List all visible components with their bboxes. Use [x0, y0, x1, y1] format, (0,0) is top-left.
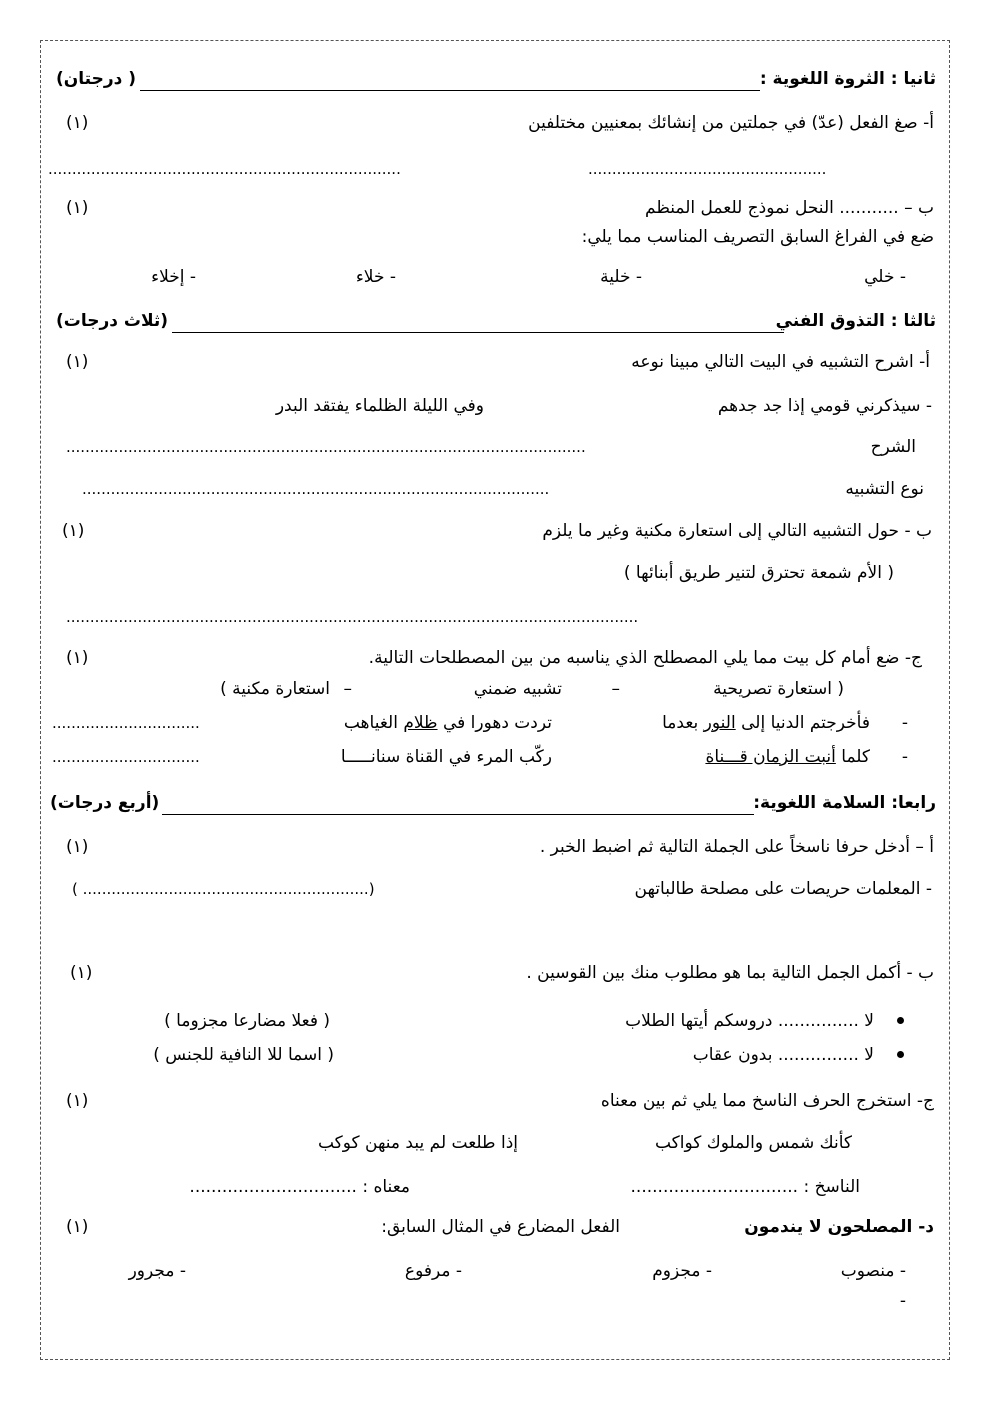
grammar-b-hint-2: ( اسما للا النافية للجنس ): [153, 1045, 334, 1065]
grammar-c-nasikh-answer[interactable]: الناسخ : ...............................: [630, 1177, 860, 1197]
taste-verse1-second-half: تردت دهورا في ظلام الغياهب: [343, 713, 552, 733]
taste-type-answer-line[interactable]: ..................................................................................................: [82, 480, 550, 498]
taste-verse2-first-half: كلما أنبت الزمان قـــناة: [705, 747, 870, 767]
taste-term-dash-2: –: [343, 679, 352, 699]
grammar-d-mark: (١): [66, 1217, 89, 1237]
vocab-option-2: - خلية: [600, 267, 642, 287]
taste-verse-second-half: وفي الليلة الظلماء يفتقد البدر: [275, 396, 484, 416]
taste-explain-answer-line[interactable]: .............................................................................................................: [66, 438, 586, 456]
taste-verse2-dash: -: [901, 747, 908, 767]
vocab-option-4: - إخلاء: [151, 267, 196, 287]
grammar-a-sentence: - المعلمات حريصات على مصلحة طالباتهن: [634, 879, 932, 899]
taste-verse1-dash: -: [901, 713, 908, 733]
grammar-question-a: أ – أدخل حرفا ناسخاً على الجملة التالية ثم اضبط الخبر .: [539, 837, 934, 857]
grammar-section-title: رابعا: السلامة اللغوية:: [753, 793, 936, 813]
taste-a-mark: (١): [66, 352, 89, 372]
vocab-grade: ( درجتان): [56, 69, 137, 89]
vocab-a-mark: (١): [66, 113, 89, 133]
grammar-d-option-1: - منصوب: [840, 1261, 906, 1281]
vocab-section-title: ثانيا : الثروة اللغوية :: [759, 69, 936, 89]
taste-verse2-second-half: ركّب المرء في القناة سنانـــــا: [340, 747, 552, 767]
taste-term-2: تشبيه ضمني: [473, 679, 562, 699]
bullet-icon: [897, 1017, 904, 1024]
taste-b-answer-line[interactable]: ........................................................................................................................: [66, 608, 639, 626]
bullet-icon: [897, 1051, 904, 1058]
vocab-question-a: أ- صغ الفعل (عدّ) في جملتين من إنشائك بمعنيين مختلفين: [528, 113, 934, 133]
taste-title-underline: [172, 332, 784, 333]
vocab-title-underline: [140, 90, 760, 91]
taste-verse1-underlined-word-2: ظلام: [403, 713, 438, 733]
taste-b-quote: ( الأم شمعة تحترق لتنير طريق أبنائها ): [623, 563, 894, 583]
taste-term-dash-1: –: [611, 679, 620, 699]
taste-grade: (ثلاث درجات): [56, 311, 169, 331]
grammar-question-c: ج- استخرج الحرف الناسخ مما يلي ثم بين معناه: [600, 1091, 934, 1111]
grammar-question-b: ب - أكمل الجمل التالية بما هو مطلوب منك بين القوسين .: [526, 963, 934, 983]
grammar-d-sentence: د- المصلحون لا يندمون: [744, 1217, 934, 1237]
taste-term-1: ( استعارة تصريحية: [713, 679, 844, 699]
taste-verse-first-half: - سيذكرني قومي إذا جد جدهم: [717, 396, 932, 416]
grammar-c-verse-first-half: كأنك شمس والملوك كواكب: [654, 1133, 852, 1153]
taste-verse2-underlined-phrase: أنبت الزمان قـــناة: [705, 747, 836, 767]
taste-explain-label: الشرح: [870, 437, 916, 457]
taste-verse1-underlined-word: النور: [703, 713, 736, 733]
vocab-b-instruction: ضع في الفراغ السابق التصريف المناسب مما يلي:: [581, 227, 934, 247]
grammar-grade: (أربع درجات): [50, 793, 160, 813]
grammar-c-verse-second-half: إذا طلعت لم يبد منهن كوكب: [317, 1133, 518, 1153]
grammar-c-mark: (١): [66, 1091, 89, 1111]
vocab-question-b: ب – ........... النحل نموذج للعمل المنظم: [645, 198, 934, 218]
grammar-d-option-3: - مرفوع: [404, 1261, 462, 1281]
taste-b-mark: (١): [62, 521, 85, 541]
grammar-d-trailing-dash: -: [899, 1291, 906, 1311]
grammar-c-meaning-answer[interactable]: معناه : ...............................: [189, 1177, 410, 1197]
taste-verse1-first-half: فأخرجتم الدنيا إلى النور بعدما: [662, 713, 870, 733]
grammar-title-underline: [162, 814, 754, 815]
taste-question-a: أ- اشرح التشبيه في البيت التالي مبينا نوعه: [631, 352, 930, 372]
taste-section-title: ثالثا : التذوق الفني: [775, 311, 936, 331]
grammar-a-answer-parentheses[interactable]: (............................................................ ): [72, 880, 375, 898]
grammar-b-hint-1: ( فعلا مضارعا مجزوما ): [164, 1011, 330, 1031]
vocab-b-mark: (١): [66, 198, 89, 218]
taste-term-3: استعارة مكنية ): [220, 679, 330, 699]
vocab-a-answer-line-left[interactable]: ..........................................................................: [48, 160, 401, 178]
grammar-d-option-4: - مجرور: [128, 1261, 186, 1281]
taste-c-mark: (١): [66, 648, 89, 668]
grammar-b-item-1: لا ............... دروسكم أيتها الطلاب: [625, 1011, 874, 1031]
grammar-b-mark: (١): [70, 963, 93, 983]
grammar-a-mark: (١): [66, 837, 89, 857]
grammar-question-d: الفعل المضارع في المثال السابق:: [381, 1217, 620, 1237]
taste-verse2-answer-line[interactable]: ...............................: [52, 748, 200, 766]
grammar-b-item-2: لا ............... بدون عقاب: [692, 1045, 874, 1065]
taste-verse1-answer-line[interactable]: ...............................: [52, 714, 200, 732]
vocab-a-answer-line-right[interactable]: ..................................................: [588, 160, 827, 178]
grammar-d-option-2: - مجزوم: [652, 1261, 712, 1281]
vocab-option-1: - خلي: [864, 267, 906, 287]
vocab-option-3: - خلاء: [355, 267, 396, 287]
taste-question-c: ج- ضع أمام كل بيت مما يلي المصطلح الذي يناسبه من بين المصطلحات التالية.: [368, 648, 922, 668]
taste-type-label: نوع التشبيه: [845, 479, 924, 499]
taste-question-b: ب - حول التشبيه التالي إلى استعارة مكنية وغير ما يلزم: [542, 521, 932, 541]
